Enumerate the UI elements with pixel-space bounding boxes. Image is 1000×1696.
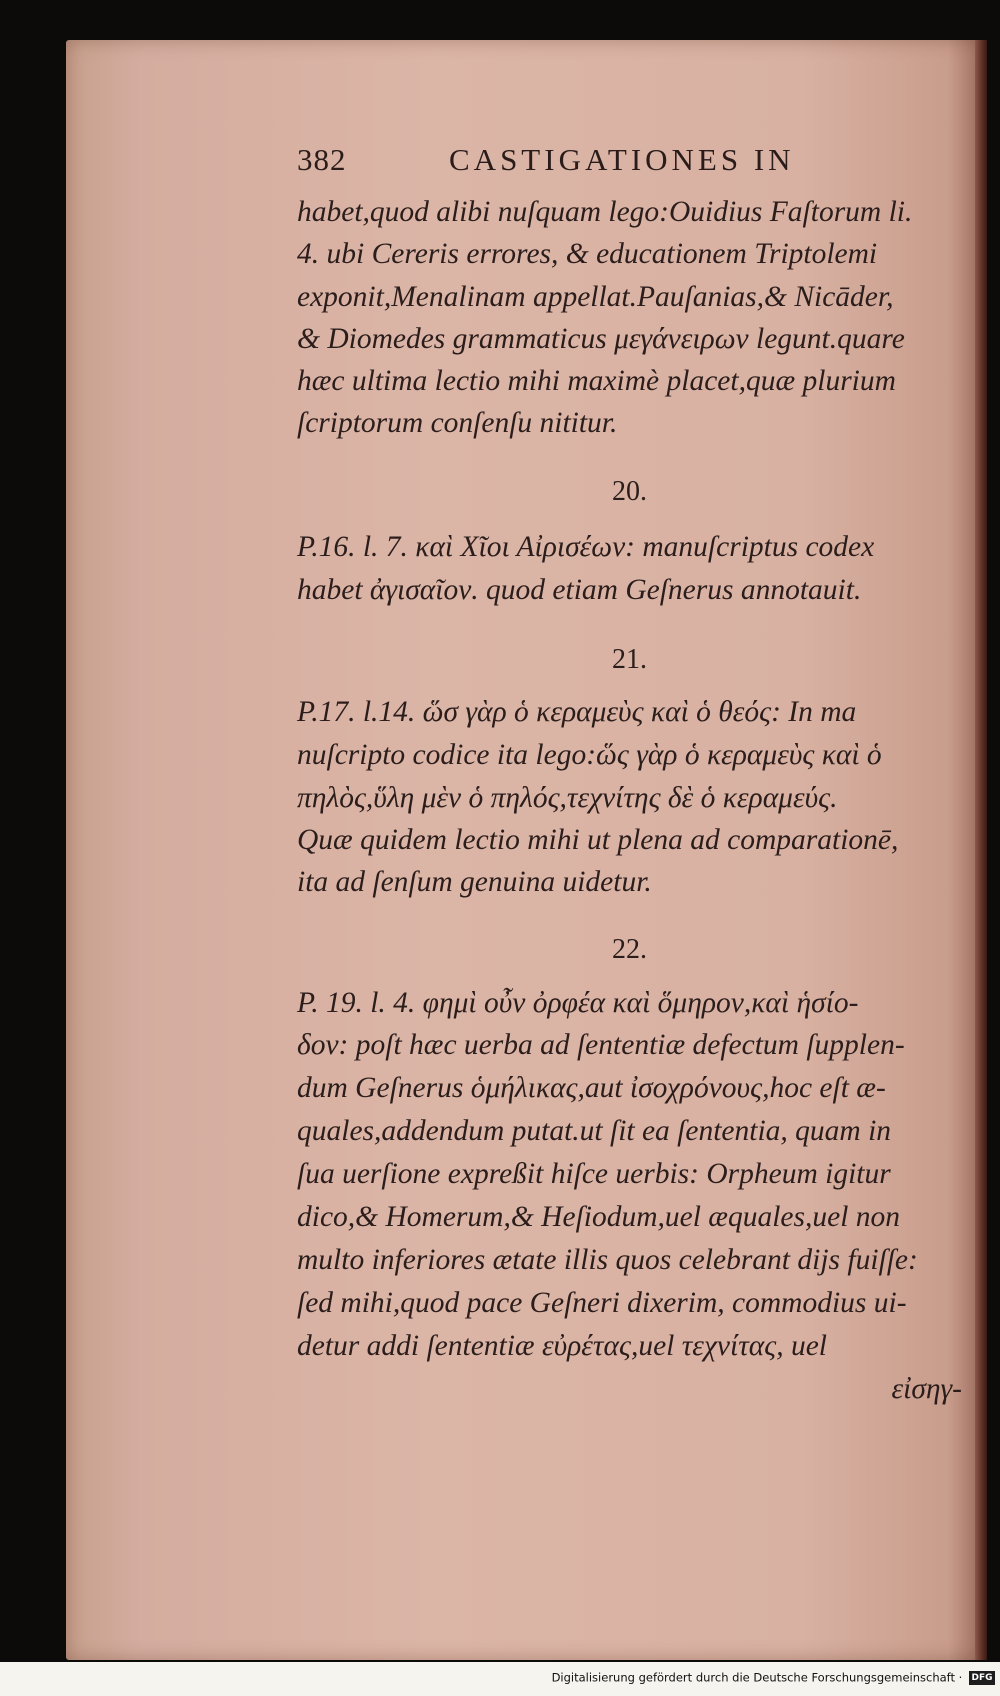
text-line: exponit,Menalinam appellat.Pauſanias,& Nicāder, (297, 281, 894, 313)
page-header (297, 142, 962, 182)
dfg-logo-icon: DFG (969, 1671, 995, 1685)
section-number: 20. (612, 476, 647, 507)
text-line: & Diomedes grammaticus μεγάνειρων legunt.quare (297, 323, 905, 355)
text-line: dum Geſnerus ὁμήλικας,aut ἰσοχρόνους,hoc eſt æ- (297, 1072, 886, 1104)
text-line: habet,quod alibi nuſquam lego:Ouidius Faſtorum li. (297, 196, 913, 228)
text-line: Quæ quidem lectio mihi ut plena ad comparationē, (297, 824, 899, 856)
text-line: detur addi ſententiæ εὐρέτας,uel τεχνίτας, uel (297, 1330, 827, 1362)
digitization-footer (0, 1670, 995, 1692)
text-line: P. 19. l. 4. φημὶ οὖν ὀρφέα καὶ ὅμηρον,καὶ ἡσίο- (297, 987, 859, 1019)
text-line: ſed mihi,quod pace Geſneri dixerim, commodius ui- (297, 1287, 907, 1319)
text-line: hæc ultima lectio mihi maximè placet,quæ plurium (297, 365, 896, 397)
catchword: εἰσηγ- (891, 1373, 962, 1405)
text-line: ita ad ſenſum genuina uidetur. (297, 866, 652, 898)
text-line: P.17. l.14. ὥσ γὰρ ὁ κεραμεὺς καὶ ὁ θεός: In ma (297, 696, 857, 728)
text-line: ſua uerſione expreßit hiſce uerbis: Orpheum igitur (297, 1158, 891, 1190)
text-line: 4. ubi Cereris errores, & educationem Triptolemi (297, 238, 878, 270)
text-line: habet ἀγισαῖον. quod etiam Geſnerus annotauit. (297, 574, 862, 606)
text-line: δον: poſt hæc uerba ad ſententiæ defectum ſupplen- (297, 1029, 905, 1061)
text-line: ſcriptorum conſenſu nititur. (297, 407, 618, 439)
text-line: πηλὸς,ὕλη μὲν ὁ πηλός,τεχνίτης δὲ ὁ κεραμεύς. (297, 782, 838, 814)
running-title: CASTIGATIONES IN (449, 142, 795, 177)
text-line: dico,& Homerum,& Heſiodum,uel æquales,uel non (297, 1201, 901, 1233)
section-number: 22. (612, 934, 647, 965)
footer-credit: Digitalisierung gefördert durch die Deutsche Forschungsgemeinschaft · (551, 1670, 963, 1685)
text-line: quales,addendum putat.ut ſit ea ſententia, quam in (297, 1115, 892, 1147)
text-line: multo inferiores ætate illis quos celebrant dijs fuiſſe: (297, 1244, 918, 1276)
section-number: 21. (612, 644, 647, 675)
page-number: 382 (297, 142, 347, 177)
text-line: P.16. l. 7. καὶ Χῖοι Αἰρισέων: manuſcriptus codex (297, 531, 875, 563)
text-line: nuſcripto codice ita lego:ὥς γὰρ ὁ κεραμεὺς καὶ ὁ (297, 739, 882, 771)
page-edge (975, 40, 987, 1660)
